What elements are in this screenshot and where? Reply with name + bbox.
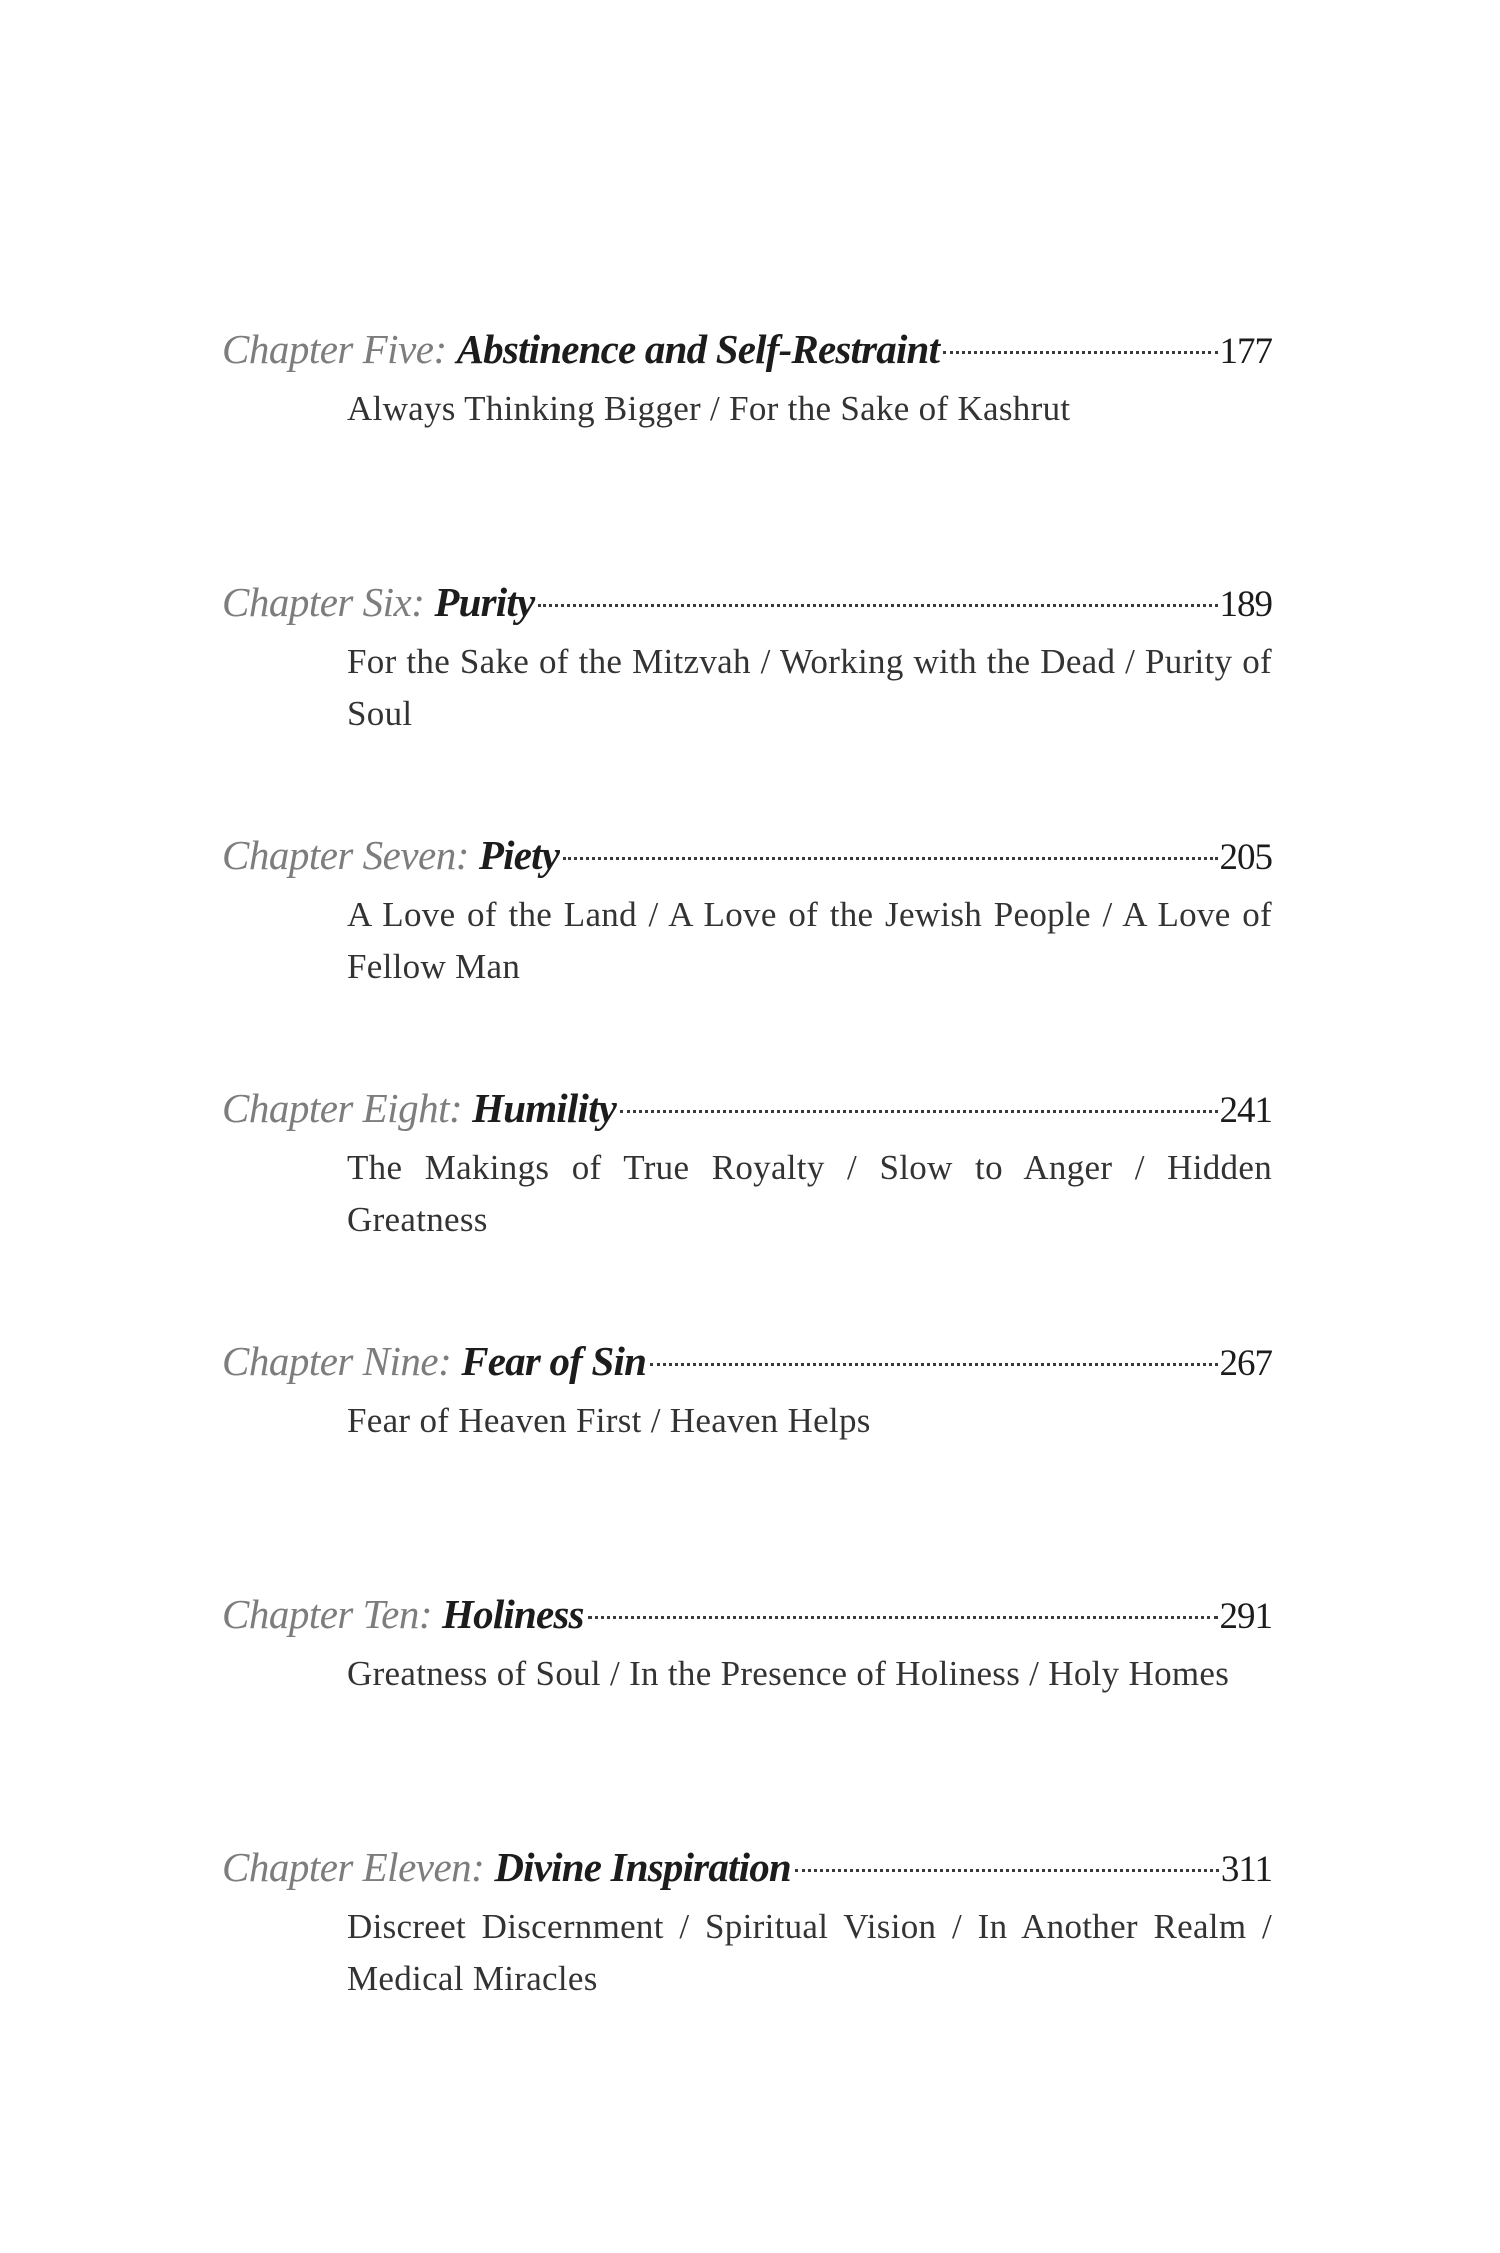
- chapter-title: Divine Inspiration: [494, 1844, 791, 1890]
- chapter-label: Chapter Five:: [222, 326, 447, 372]
- chapter-label: Chapter Ten:: [222, 1591, 433, 1637]
- toc-entry-chapter-nine: [222, 1330, 1272, 1583]
- section-list: For the Sake of the Mitzvah / Working with the Dead / Purity of Soul: [347, 642, 1272, 733]
- chapter-title: Humility: [472, 1085, 617, 1131]
- page-number: 241: [1219, 1090, 1272, 1131]
- chapter-label: Chapter Eleven:: [222, 1844, 485, 1890]
- section-list: A Love of the Land / A Love of the Jewish People / A Love of Fellow Man: [347, 895, 1272, 986]
- page-number: 311: [1220, 1849, 1272, 1890]
- dot-leader: [563, 857, 1217, 860]
- toc-entry-chapter-seven: [222, 824, 1272, 1077]
- chapter-heading[interactable]: [222, 1330, 1272, 1392]
- dot-leader: [620, 1110, 1217, 1113]
- chapter-heading[interactable]: [222, 824, 1272, 886]
- chapter-heading[interactable]: [222, 1583, 1272, 1645]
- toc-entry-chapter-eight: [222, 1077, 1272, 1330]
- dot-leader: [650, 1363, 1217, 1366]
- section-list: Fear of Heaven First / Heaven Helps: [347, 1401, 871, 1440]
- chapter-label: Chapter Eight:: [222, 1085, 463, 1131]
- chapter-label: Chapter Six:: [222, 579, 425, 625]
- chapter-title: Piety: [478, 832, 560, 878]
- page-number: 177: [1219, 331, 1272, 372]
- dot-leader: [538, 604, 1217, 607]
- dot-leader: [943, 351, 1217, 354]
- chapter-title: Purity: [434, 579, 535, 625]
- chapter-heading[interactable]: [222, 318, 1272, 380]
- toc-entry-chapter-six: [222, 571, 1272, 824]
- page-number: 291: [1219, 1596, 1272, 1637]
- toc-entry-chapter-eleven: [222, 1836, 1272, 2089]
- chapter-title: Abstinence and Self-Restraint: [456, 326, 940, 372]
- dot-leader: [588, 1616, 1218, 1619]
- toc-entry-chapter-five: [222, 318, 1272, 571]
- chapter-heading[interactable]: [222, 1836, 1272, 1898]
- page-number: 205: [1219, 837, 1272, 878]
- table-of-contents: [222, 318, 1272, 2089]
- dot-leader: [795, 1869, 1219, 1872]
- toc-entry-chapter-ten: [222, 1583, 1272, 1836]
- section-list: Discreet Discernment / Spiritual Vision / In Another Realm / Medical Miracles: [347, 1907, 1272, 1998]
- section-list: The Makings of True Royalty / Slow to Anger / Hidden Greatness: [347, 1148, 1272, 1239]
- page-number: 189: [1219, 584, 1272, 625]
- chapter-title: Fear of Sin: [461, 1338, 647, 1384]
- chapter-heading[interactable]: [222, 571, 1272, 633]
- chapter-title: Holiness: [442, 1591, 584, 1637]
- section-list: Greatness of Soul / In the Presence of Holiness / Holy Homes: [347, 1654, 1230, 1693]
- page-number: 267: [1219, 1343, 1272, 1384]
- chapter-label: Chapter Nine:: [222, 1338, 452, 1384]
- section-list: Always Thinking Bigger / For the Sake of Kashrut: [347, 389, 1071, 428]
- chapter-heading[interactable]: [222, 1077, 1272, 1139]
- chapter-label: Chapter Seven:: [222, 832, 469, 878]
